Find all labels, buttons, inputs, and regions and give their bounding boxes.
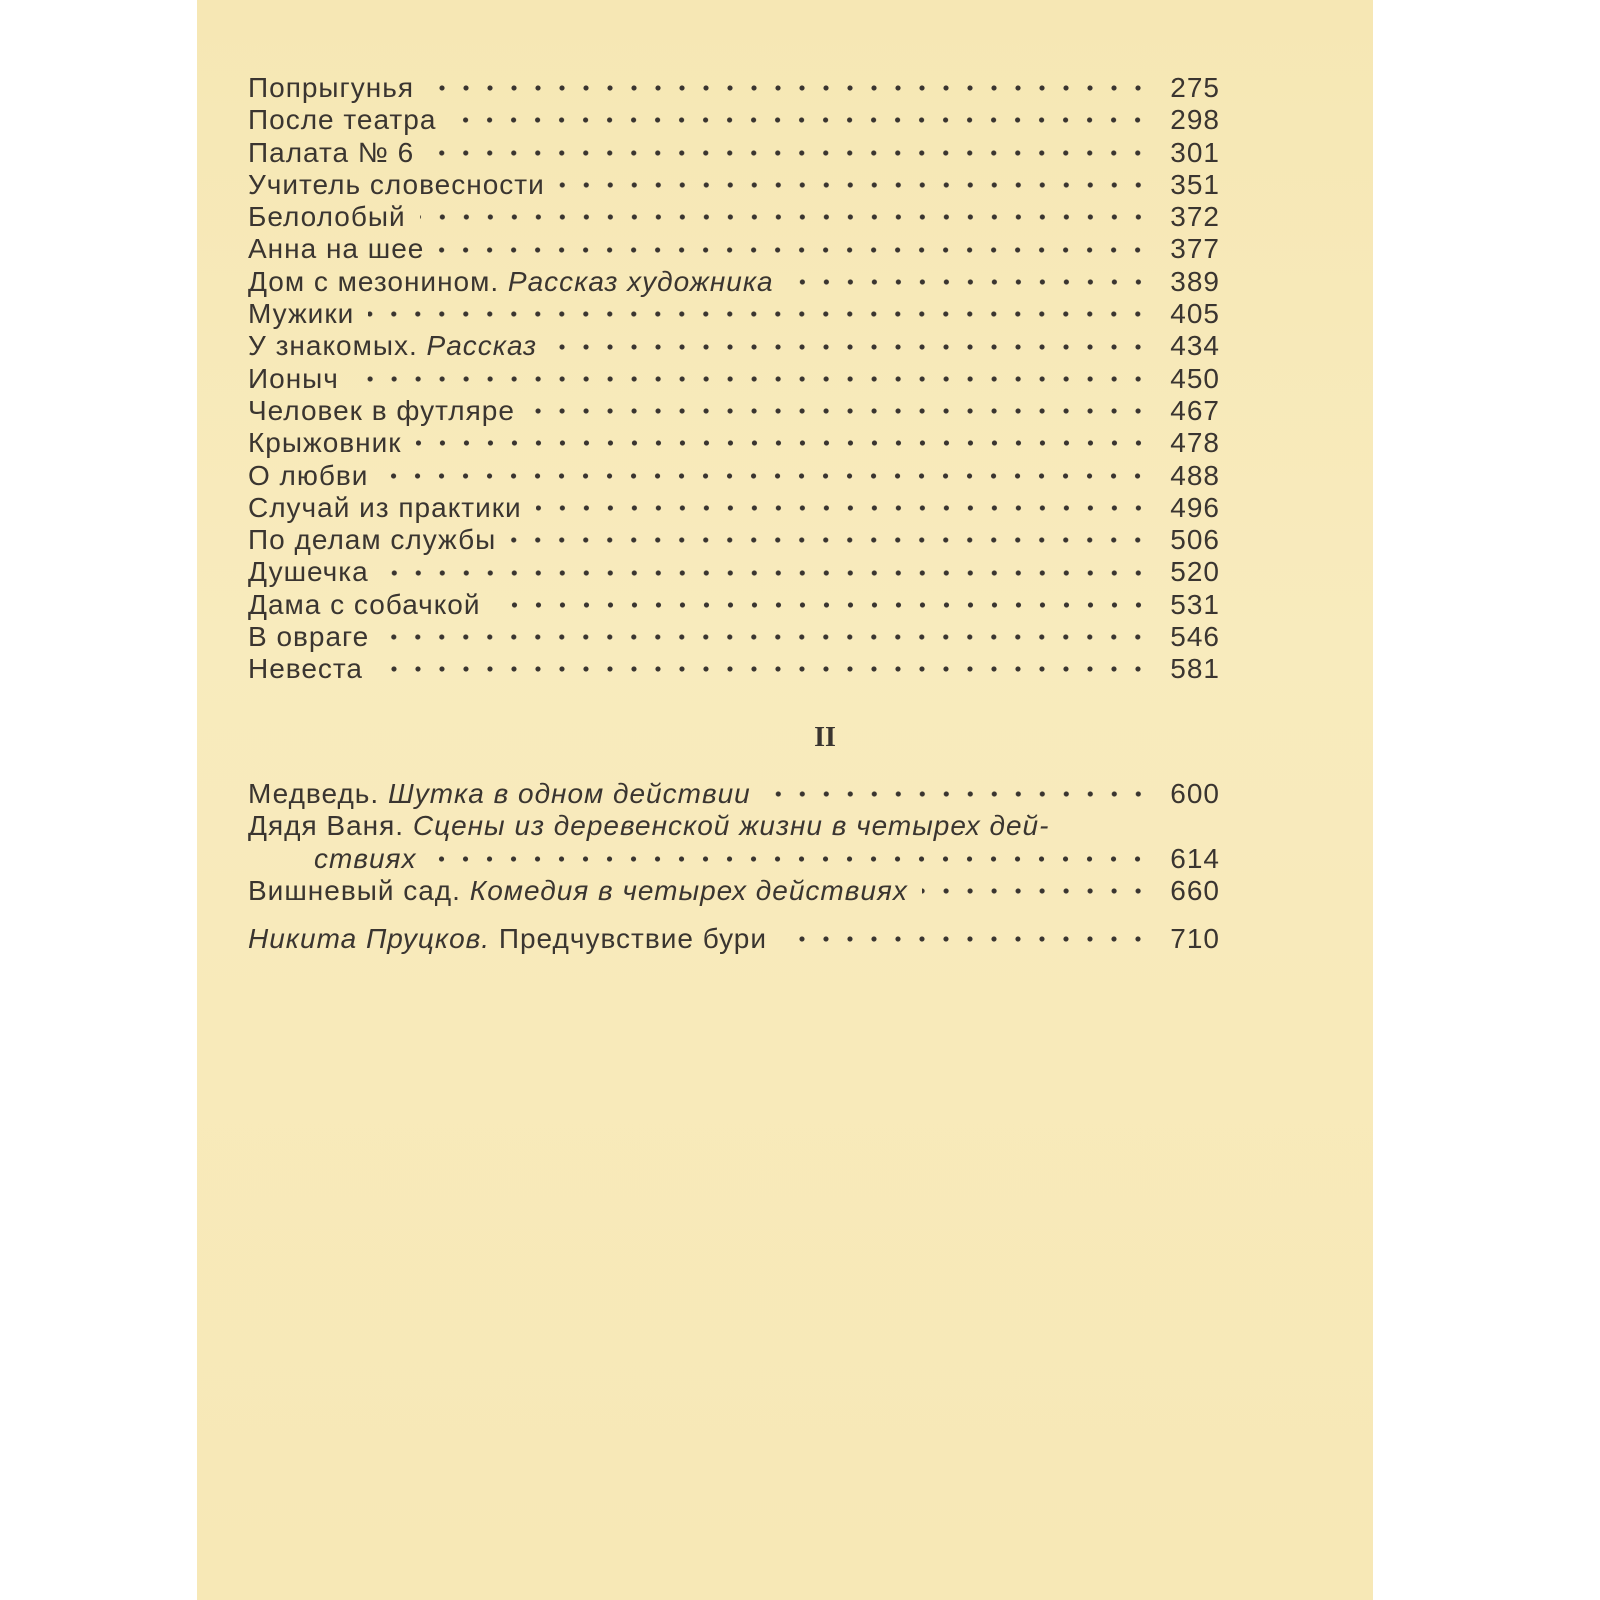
entry-title: Случай из практики: [248, 491, 522, 523]
toc-entry[interactable]: [248, 778, 1220, 810]
entry-subtitle-continuation: ствиях: [314, 842, 417, 874]
toc-entry[interactable]: [248, 330, 1220, 362]
toc-entry[interactable]: [248, 72, 1220, 104]
entry-title: Крыжовник: [248, 427, 402, 459]
page-number: 467: [1170, 394, 1220, 426]
toc-section-1: [248, 72, 1220, 686]
toc-entry[interactable]: [248, 395, 1220, 427]
toc-entry[interactable]: [248, 427, 1220, 459]
entry-title: О любви: [248, 459, 369, 491]
page-number: 275: [1170, 72, 1220, 103]
page-number: 488: [1170, 459, 1220, 491]
dot-leader: [438, 246, 1150, 254]
entry-title: Палата № 6: [248, 136, 415, 168]
toc-entry[interactable]: [248, 524, 1220, 556]
dot-leader: [536, 504, 1150, 512]
entry-title: По делам службы: [248, 524, 497, 556]
afterword-author: Никита Пруцков.: [248, 923, 491, 955]
toc-entry[interactable]: [248, 363, 1220, 395]
dot-leader: [922, 887, 1150, 895]
dot-leader: [368, 310, 1150, 318]
entry-title: В овраге: [248, 621, 370, 653]
toc-entry[interactable]: [248, 201, 1220, 233]
page-number: 405: [1170, 298, 1220, 330]
entry-title: Дама с собачкой: [248, 588, 481, 620]
toc-entry[interactable]: [248, 460, 1220, 492]
page-number: 301: [1170, 136, 1220, 168]
afterword-title: Предчувствие бури: [498, 923, 768, 955]
entry-title: Попрыгунья: [248, 72, 414, 103]
page-number: 600: [1170, 778, 1220, 809]
toc-entry[interactable]: [248, 621, 1220, 653]
page-number: 496: [1170, 491, 1220, 523]
dot-leader: [377, 665, 1150, 673]
entry-title: Анна на шее: [248, 233, 425, 265]
dot-leader: [559, 181, 1150, 189]
entry-title: Белолобый: [248, 201, 406, 233]
dot-leader: [383, 569, 1150, 577]
toc-entry[interactable]: [248, 169, 1220, 201]
dot-leader: [353, 375, 1150, 383]
dot-leader: [416, 439, 1150, 447]
entry-title: Ионыч: [248, 362, 339, 394]
page-number: 351: [1170, 168, 1220, 200]
section-heading: II: [814, 722, 836, 753]
dot-leader: [428, 84, 1150, 92]
entry-title: Дядя Ваня.: [248, 810, 405, 842]
entry-title: Вишневый сад.: [248, 874, 461, 906]
entry-title: Медведь.: [248, 778, 380, 809]
entry-title: После театра: [248, 104, 437, 136]
toc-entry[interactable]: [248, 556, 1220, 588]
dot-leader: [450, 116, 1150, 124]
toc-entry[interactable]: [248, 298, 1220, 330]
toc-entry[interactable]: [248, 104, 1220, 136]
book-page: [197, 0, 1373, 1600]
page-number: 377: [1170, 233, 1220, 265]
toc-entry[interactable]: [248, 653, 1220, 685]
entry-subtitle: Рассказ художника: [507, 265, 774, 297]
entry-title: У знакомых.: [248, 330, 418, 362]
toc-entry[interactable]: [248, 492, 1220, 524]
dot-leader: [788, 278, 1150, 286]
toc-section-2: [248, 778, 1220, 955]
dot-leader: [765, 790, 1150, 798]
page-number: 450: [1170, 362, 1220, 394]
toc-entry[interactable]: [248, 266, 1220, 298]
entry-subtitle: Сцены из деревенской жизни в четырех дей-: [412, 810, 1050, 842]
page-number: 520: [1170, 556, 1220, 588]
page-number: 710: [1170, 923, 1220, 955]
dot-leader: [510, 536, 1150, 544]
entry-subtitle: Комедия в четырех действиях: [469, 874, 908, 906]
entry-subtitle: Шутка в одном действии: [387, 778, 751, 809]
page-number: 478: [1170, 427, 1220, 459]
entry-title: Душечка: [248, 556, 369, 588]
dot-leader: [383, 633, 1150, 641]
page-number: 546: [1170, 621, 1220, 653]
entry-title: Невеста: [248, 653, 364, 685]
page-number: 531: [1170, 588, 1220, 620]
toc-entry[interactable]: [248, 137, 1220, 169]
dot-leader: [551, 343, 1150, 351]
dot-leader: [529, 407, 1150, 415]
toc-entry[interactable]: [248, 233, 1220, 265]
toc-entry[interactable]: [248, 875, 1220, 907]
page-number: 581: [1170, 653, 1220, 685]
page-number: 298: [1170, 104, 1220, 136]
page-number: 372: [1170, 201, 1220, 233]
dot-leader: [430, 855, 1150, 863]
entry-title: Дом с мезонином.: [248, 265, 500, 297]
page-number: 660: [1170, 874, 1220, 906]
entry-subtitle: Рассказ: [426, 330, 537, 362]
page-number: 434: [1170, 330, 1220, 362]
toc-entry-afterword[interactable]: [248, 923, 1220, 955]
entry-title: Мужики: [248, 298, 355, 330]
page-number: 389: [1170, 265, 1220, 297]
toc-entry-continuation[interactable]: [248, 843, 1220, 875]
entry-title: Человек в футляре: [248, 394, 515, 426]
toc-entry[interactable]: [248, 810, 1220, 842]
dot-leader: [382, 472, 1150, 480]
page-number: 506: [1170, 524, 1220, 556]
toc-entry[interactable]: [248, 589, 1220, 621]
dot-leader: [420, 213, 1150, 221]
dot-leader: [781, 935, 1150, 943]
dot-leader: [428, 149, 1150, 157]
dot-leader: [495, 601, 1150, 609]
page-number: 614: [1170, 842, 1220, 874]
entry-title: Учитель словесности: [248, 168, 545, 200]
